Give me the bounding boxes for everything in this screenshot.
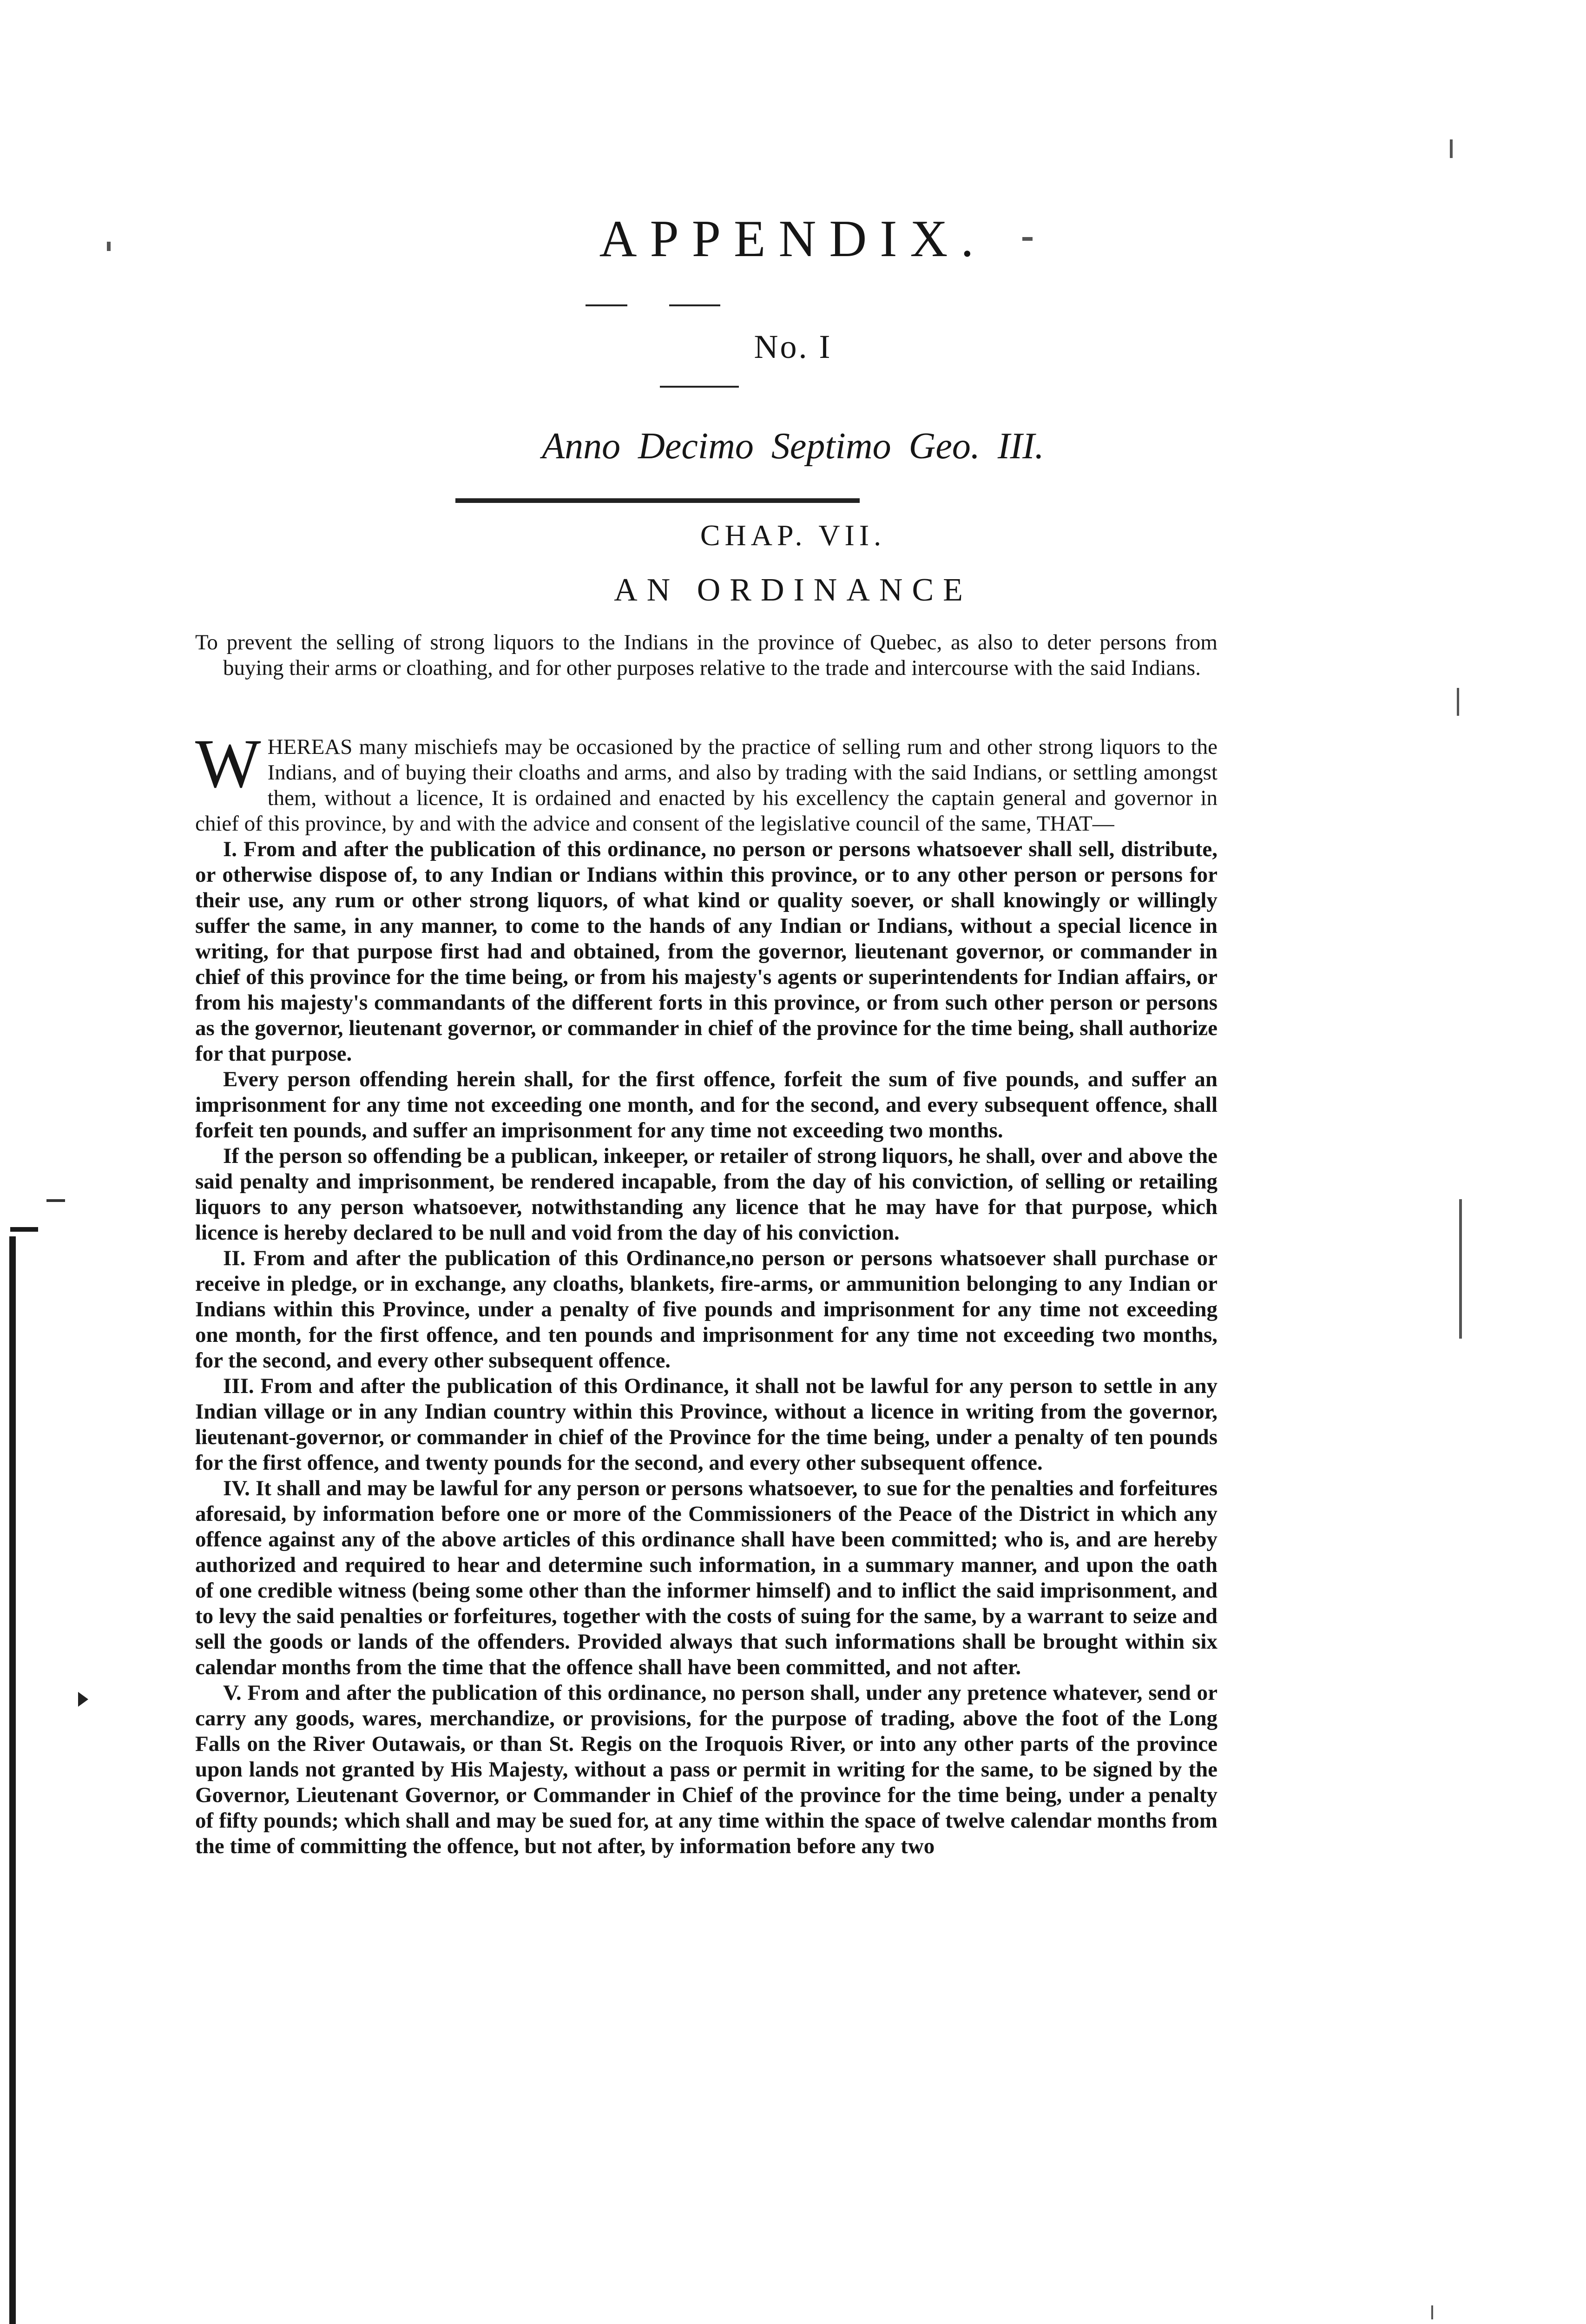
appendix-heading: APPENDIX. (599, 210, 987, 268)
scan-speck (1459, 1199, 1462, 1339)
preamble-text: To prevent the selling of strong liquors to the Indians in the province of Quebec, as also to deter persons from buying their arms or cloathing, and for other purposes relative to the trade and intercourse with the said Indians. (195, 630, 1217, 680)
drop-cap: W (195, 725, 261, 802)
margin-dash (46, 1199, 65, 1202)
scan-speck (1457, 688, 1459, 716)
thick-rule (455, 498, 860, 503)
margin-pointer-icon (78, 1692, 88, 1707)
short-rule (586, 304, 627, 306)
preamble-block (195, 630, 1217, 681)
scan-speck (1450, 139, 1453, 158)
ordinance-paragraph: II. From and after the publication of this Ordinance,no person or persons whatsoever shall purchase or receive in pledge, or in exchange, any cloaths, blankets, fire-arms, or ammunition belonging to any Indian or Indians within this Province, under a penalty of five pounds and imprisonment for any time not exceeding one month, for the first offence, and ten pounds and imprisonment for any time not exceeding two months, for the second, and every other subsequent offence. (195, 1246, 1217, 1373)
whereas-paragraph (195, 725, 1217, 837)
chapter-heading: CHAP. VII. (700, 519, 886, 552)
ordinance-paragraph: IV. It shall and may be lawful for any person or persons whatsoever, to sue for the penalties and forfeitures aforesaid, by information before one or more of the Commissioners of the Peace of the District in which any offence against any of the above articles of this ordinance shall have been committed; who is, and are hereby authorized and required to hear and determine such information, in a summary manner, and upon the oath of one credible witness (being some other than the informer himself) and to inflict the said imprisonment, and to levy the said penalties or forfeitures, together with the costs of suing for the same, by a warrant to seize and sell the goods or lands of the offenders. Provided always that such informations shall be brought within six calendar months from the time that the offence shall have been committed, and not after. (195, 1476, 1217, 1679)
appendix-number: No. I (754, 328, 832, 365)
ordinance-paragraph: III. From and after the publication of this Ordinance, it shall not be lawful for any person to settle in any Indian village or in any Indian country within this Province, without a licence in writing from the governor, lieutenant-governor, or commander in chief of the Province for the time being, under a penalty of ten pounds for the first offence, and twenty pounds for the second, and every other subsequent offence. (195, 1374, 1217, 1475)
thin-rule (660, 386, 739, 388)
ordinance-title: AN ORDINANCE (614, 572, 972, 608)
ordinance-paragraph: V. From and after the publication of this ordinance, no person shall, under any pretence whatever, send or carry any goods, wares, merchandize, or provisions, for the purpose of trading, above the foot of the Long Falls on the River Outawais, or than St. Regis on the Iroquois River, or into any other parts of the province upon lands not granted by His Majesty, without a pass or permit in writing for the same, to be signed by the Governor, Lieutenant Governor, or Commander in Chief of the province for the time being, under a penalty of fifty pounds; which shall and may be sued for, at any time within the space of twelve calendar months from the time of committing the offence, but not after, by information before any two (195, 1681, 1217, 1858)
ordinance-body (195, 725, 1217, 1859)
ordinance-paragraph: If the person so offending be a publican, inkeeper, or retailer of strong liquors, he shall, over and above the said penalty and imprisonment, be rendered incapable, from the day of his conviction, of selling or retailing liquors to any person whatsoever, notwithstanding any licence that he may have for that purpose, which licence is hereby declared to be null and void from the day of his conviction. (195, 1144, 1217, 1245)
scan-speck (1022, 237, 1033, 241)
binding-edge (9, 1236, 16, 2324)
ordinance-paragraph: Every person offending herein shall, for the first offence, forfeit the sum of five pounds, and suffer an imprisonment for any time not exceeding one month, and for the second, and every subsequent offence, shall forfeit ten pounds, and suffer an imprisonment for any time not exceeding two months. (195, 1067, 1217, 1142)
scan-speck (107, 242, 111, 251)
ordinance-paragraph: I. From and after the publication of this ordinance, no person or persons whatsoever shall sell, distribute, or otherwise dispose of, to any Indian or Indians within this province, or to any other person or persons for their use, any rum or other strong liquors, of what kind or quality soever, or shall knowingly or willingly suffer the same, in any manner, to come to the hands of any Indian or Indians, without a special licence in writing, for that purpose first had and obtained, from the governor, lieutenant governor, or commander in chief of this province for the time being, or from his majesty's agents or superintendents for Indian affairs, or from his majesty's commandants of the different forts in this province, or from such other person or persons as the governor, lieutenant governor, or commander in chief of the province for the time being, shall authorize for that purpose. (195, 837, 1217, 1066)
binding-mark (10, 1227, 38, 1232)
short-rule (669, 304, 720, 306)
whereas-text: HEREAS many mischiefs may be occasioned by the practice of selling rum and other strong liquors to the Indians, and of buying their cloaths and arms, and also by trading with the said Indians, or settling amongst them, without a licence, It is ordained and enacted by his excellency the captain general and governor in chief of this province, by and with the advice and consent of the legislative council of the same, THAT— (195, 735, 1217, 836)
scan-speck (1431, 2305, 1433, 2319)
regnal-year: Anno Decimo Septimo Geo. III. (542, 426, 1044, 467)
